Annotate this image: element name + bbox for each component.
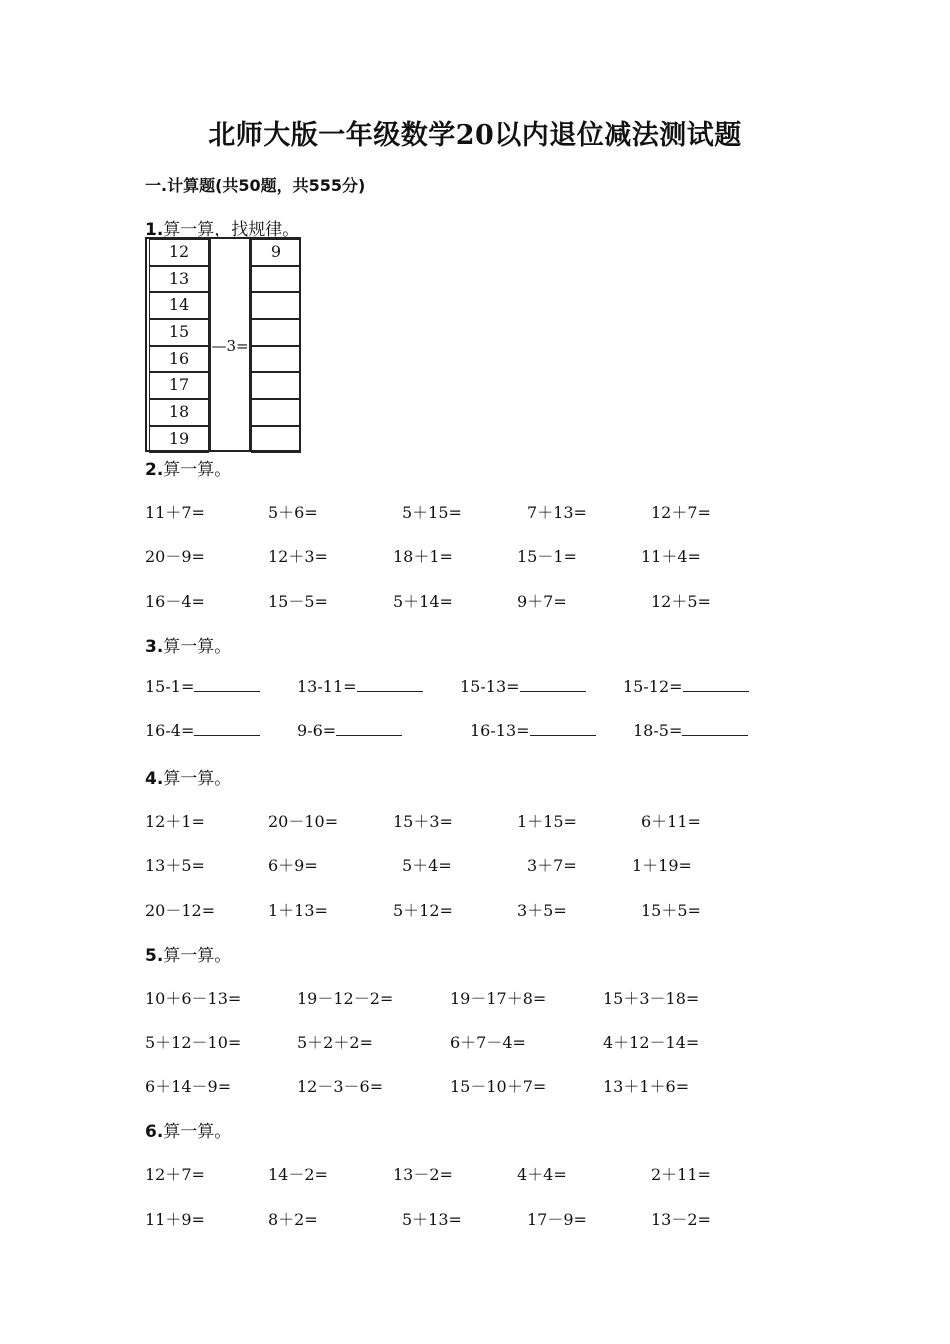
problem: 17－9= bbox=[527, 1210, 587, 1229]
problem bbox=[470, 721, 596, 740]
answer-blank[interactable] bbox=[683, 677, 749, 692]
question-4-heading bbox=[145, 764, 231, 789]
problem: 1＋13= bbox=[268, 901, 328, 920]
section-heading: 一.计算题(共50题，共555分) bbox=[145, 176, 366, 195]
answer-blank[interactable] bbox=[520, 677, 586, 692]
problem bbox=[460, 677, 586, 696]
answer-cell[interactable] bbox=[251, 266, 301, 293]
problem: 19－17＋8= bbox=[450, 989, 547, 1008]
problem: 1＋19= bbox=[632, 856, 692, 875]
problem: 15－5= bbox=[268, 592, 328, 611]
problem: 5＋12－10= bbox=[145, 1033, 242, 1052]
problem: 13－2= bbox=[393, 1165, 453, 1184]
question-text: 算一算，找规律。 bbox=[163, 220, 300, 240]
problem: 20－12= bbox=[145, 901, 216, 920]
problem: 5＋12= bbox=[393, 901, 453, 920]
problem bbox=[297, 721, 402, 740]
problem: 2＋11= bbox=[651, 1165, 711, 1184]
problem: 13＋1＋6= bbox=[603, 1077, 690, 1096]
answer-cell[interactable] bbox=[251, 399, 301, 426]
problem: 5＋14= bbox=[393, 592, 453, 611]
problem: 13－2= bbox=[651, 1210, 711, 1229]
minuend-cell: 16 bbox=[149, 346, 209, 373]
question-text: 算一算。 bbox=[163, 637, 232, 657]
problem bbox=[145, 721, 260, 740]
problem: 6＋7－4= bbox=[450, 1033, 526, 1052]
problem bbox=[145, 677, 260, 696]
problem: 12＋7= bbox=[651, 503, 711, 522]
minuend-cell: 17 bbox=[149, 372, 209, 399]
problem: 15－10＋7= bbox=[450, 1077, 547, 1096]
problem: 15－1= bbox=[517, 547, 577, 566]
question-number: 4. bbox=[145, 769, 164, 789]
answer-cell[interactable] bbox=[251, 346, 301, 373]
problem: 6＋9= bbox=[268, 856, 318, 875]
question-5-heading bbox=[145, 941, 231, 966]
problem: 20－9= bbox=[145, 547, 205, 566]
problem: 12＋5= bbox=[651, 592, 711, 611]
problem: 7＋13= bbox=[527, 503, 587, 522]
problem bbox=[623, 677, 749, 696]
problem: 9＋7= bbox=[517, 592, 567, 611]
answer-blank[interactable] bbox=[336, 721, 402, 736]
problem: 20－10= bbox=[268, 812, 339, 831]
question-text: 算一算。 bbox=[163, 460, 232, 480]
problem: 18＋1= bbox=[393, 547, 453, 566]
answer-cell[interactable] bbox=[251, 426, 301, 453]
question-number: 1. bbox=[145, 220, 164, 240]
problem-text: 13-11= bbox=[297, 677, 357, 696]
question-text: 算一算。 bbox=[163, 769, 232, 789]
minuend-cell: 12 bbox=[149, 239, 209, 266]
problem bbox=[297, 677, 423, 696]
problem: 8＋2= bbox=[268, 1210, 318, 1229]
problem: 11＋9= bbox=[145, 1210, 205, 1229]
problem: 1＋15= bbox=[517, 812, 577, 831]
answer-cell[interactable] bbox=[251, 319, 301, 346]
problem: 15＋5= bbox=[641, 901, 701, 920]
question-text: 算一算。 bbox=[163, 946, 232, 966]
problem: 12＋1= bbox=[145, 812, 205, 831]
problem: 11＋7= bbox=[145, 503, 205, 522]
minuend-cell: 14 bbox=[149, 292, 209, 319]
answer-blank[interactable] bbox=[357, 677, 423, 692]
problem: 5＋15= bbox=[402, 503, 462, 522]
problem-text: 16-13= bbox=[470, 721, 530, 740]
answer-column bbox=[251, 239, 301, 453]
pattern-table bbox=[145, 237, 301, 452]
problem: 4＋12－14= bbox=[603, 1033, 700, 1052]
problem: 14－2= bbox=[268, 1165, 328, 1184]
answer-blank[interactable] bbox=[194, 721, 260, 736]
problem: 19－12－2= bbox=[297, 989, 394, 1008]
problem: 12＋3= bbox=[268, 547, 328, 566]
problem: 3＋5= bbox=[517, 901, 567, 920]
problem bbox=[633, 721, 748, 740]
page-title: 北师大版一年级数学20以内退位减法测试题 bbox=[208, 120, 742, 151]
question-number: 2. bbox=[145, 460, 164, 480]
problem-text: 9-6= bbox=[297, 721, 337, 740]
minuend-cell: 18 bbox=[149, 399, 209, 426]
problem: 13＋5= bbox=[145, 856, 205, 875]
problem-text: 16-4= bbox=[145, 721, 195, 740]
question-number: 6. bbox=[145, 1122, 164, 1142]
problem: 10＋6－13= bbox=[145, 989, 242, 1008]
minuend-column bbox=[149, 239, 209, 453]
problem: 15＋3= bbox=[393, 812, 453, 831]
problem: 12－3－6= bbox=[297, 1077, 384, 1096]
answer-cell[interactable] bbox=[251, 292, 301, 319]
answer-blank[interactable] bbox=[682, 721, 748, 736]
question-3-heading bbox=[145, 632, 231, 657]
answer-cell[interactable]: 9 bbox=[251, 239, 301, 266]
problem: 12＋7= bbox=[145, 1165, 205, 1184]
problem-text: 15-1= bbox=[145, 677, 195, 696]
problem-text: 18-5= bbox=[633, 721, 683, 740]
question-6-heading bbox=[145, 1117, 231, 1142]
problem: 5＋6= bbox=[268, 503, 318, 522]
answer-cell[interactable] bbox=[251, 372, 301, 399]
problem-text: 15-13= bbox=[460, 677, 520, 696]
answer-blank[interactable] bbox=[194, 677, 260, 692]
problem: 5＋4= bbox=[402, 856, 452, 875]
problem: 6＋14－9= bbox=[145, 1077, 232, 1096]
problem-text: 15-12= bbox=[623, 677, 683, 696]
question-number: 5. bbox=[145, 946, 164, 966]
minuend-cell: 13 bbox=[149, 266, 209, 293]
problem: 5＋13= bbox=[402, 1210, 462, 1229]
problem: 16－4= bbox=[145, 592, 205, 611]
question-number: 3. bbox=[145, 637, 164, 657]
problem: 5＋2＋2= bbox=[297, 1033, 373, 1052]
problem: 6＋11= bbox=[641, 812, 701, 831]
problem: 11＋4= bbox=[641, 547, 701, 566]
operator-label: —3= bbox=[211, 337, 249, 355]
question-2-heading bbox=[145, 455, 231, 480]
problem: 3＋7= bbox=[527, 856, 577, 875]
minuend-cell: 15 bbox=[149, 319, 209, 346]
minuend-cell: 19 bbox=[149, 426, 209, 453]
answer-blank[interactable] bbox=[530, 721, 596, 736]
problem: 4＋4= bbox=[517, 1165, 567, 1184]
problem: 15＋3－18= bbox=[603, 989, 700, 1008]
question-text: 算一算。 bbox=[163, 1122, 232, 1142]
